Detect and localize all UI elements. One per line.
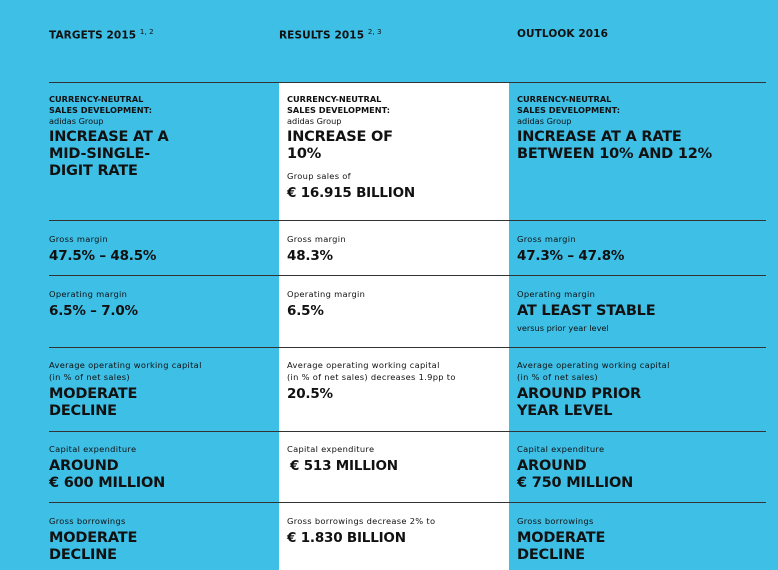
group-sales-value: € 16.915 BILLION — [287, 185, 416, 201]
gross-margin-label: Gross margin — [49, 234, 108, 244]
sales-subtitle: adidas Group — [517, 116, 572, 126]
working-capital-targets-value: MODERATE DECLINE — [49, 386, 138, 419]
capex-label: Capital expenditure — [49, 444, 137, 454]
sales-caption: SALES DEVELOPMENT: — [49, 105, 152, 115]
capex-targets-cell — [49, 443, 271, 492]
header-outlook-label: OUTLOOK 2016 — [517, 28, 608, 40]
group-sales-label: Group sales of — [287, 171, 351, 181]
sales-outlook-value: INCREASE AT A RATE BETWEEN 10% AND 12% — [517, 129, 712, 162]
working-capital-outlook-cell — [517, 359, 767, 420]
row-divider — [49, 220, 766, 221]
sales-results-cell — [287, 94, 502, 202]
capex-label: Capital expenditure — [287, 444, 375, 454]
row-divider — [49, 82, 766, 83]
borrowings-label: Gross borrowings — [49, 516, 126, 526]
sales-subtitle: adidas Group — [287, 116, 342, 126]
capex-targets-value: € 600 MILLION — [49, 475, 166, 491]
row-divider — [49, 502, 766, 503]
header-targets-footnote: 1, 2 — [139, 28, 154, 36]
borrowings-results-value: € 1.830 BILLION — [287, 530, 406, 546]
sales-targets-value: INCREASE AT A MID-SINGLE- DIGIT RATE — [49, 129, 169, 179]
capex-outlook-value: AROUND — [517, 458, 587, 474]
header-outlook — [517, 28, 608, 40]
gross-margin-results-value: 48.3% — [287, 248, 333, 264]
gross-margin-targets-value: 47.5% – 48.5% — [49, 248, 157, 264]
header-results — [279, 28, 382, 42]
gross-margin-targets-cell — [49, 233, 271, 265]
operating-margin-targets-value: 6.5% – 7.0% — [49, 303, 138, 319]
working-capital-label: Average operating working capital — [287, 360, 440, 370]
sales-targets-cell — [49, 94, 271, 180]
operating-margin-targets-cell — [49, 288, 271, 320]
gross-margin-label: Gross margin — [517, 234, 576, 244]
capex-results-value: € 513 MILLION — [290, 458, 398, 474]
operating-margin-outlook-cell — [517, 288, 767, 334]
gross-margin-outlook-value: 47.3% – 47.8% — [517, 248, 625, 264]
sales-caption: SALES DEVELOPMENT: — [287, 105, 390, 115]
capex-targets-value: AROUND — [49, 458, 119, 474]
row-divider — [49, 275, 766, 276]
borrowings-targets-value: MODERATE DECLINE — [49, 530, 138, 563]
gross-margin-label: Gross margin — [287, 234, 346, 244]
working-capital-results-cell — [287, 359, 502, 403]
gross-margin-outlook-cell — [517, 233, 767, 265]
gross-margin-results-cell — [287, 233, 502, 265]
borrowings-outlook-cell — [517, 515, 767, 564]
borrowings-results-cell — [287, 515, 502, 547]
sales-outlook-cell — [517, 94, 767, 163]
operating-margin-label: Operating margin — [287, 289, 366, 299]
operating-margin-results-value: 6.5% — [287, 303, 324, 319]
sales-caption: CURRENCY-NEUTRAL — [517, 94, 612, 104]
sales-caption: CURRENCY-NEUTRAL — [287, 94, 382, 104]
header-results-label: RESULTS 2015 — [279, 29, 365, 42]
sales-caption: CURRENCY-NEUTRAL — [49, 94, 144, 104]
working-capital-label: (in % of net sales) — [49, 372, 130, 382]
sales-subtitle: adidas Group — [49, 116, 104, 126]
header-targets-label: TARGETS 2015 — [49, 29, 137, 42]
borrowings-targets-cell — [49, 515, 271, 564]
sales-results-value: INCREASE OF 10% — [287, 129, 393, 162]
row-divider — [49, 431, 766, 432]
working-capital-label: Average operating working capital — [49, 360, 202, 370]
borrowings-results-label: Gross borrowings decrease 2% to — [287, 516, 436, 526]
capex-outlook-cell — [517, 443, 767, 492]
working-capital-outlook-value: AROUND PRIOR YEAR LEVEL — [517, 386, 641, 419]
operating-margin-results-cell — [287, 288, 502, 320]
operating-margin-outlook-value: AT LEAST STABLE — [517, 303, 656, 319]
operating-margin-label: Operating margin — [517, 289, 596, 299]
capex-label: Capital expenditure — [517, 444, 605, 454]
operating-margin-outlook-note: versus prior year level — [517, 323, 609, 333]
capex-results-cell — [287, 443, 502, 475]
working-capital-label: (in % of net sales) decreases 1.9pp to — [287, 372, 456, 382]
working-capital-targets-cell — [49, 359, 271, 420]
header-targets — [49, 28, 154, 42]
row-divider — [49, 347, 766, 348]
capex-outlook-value: € 750 MILLION — [517, 475, 634, 491]
working-capital-results-value: 20.5% — [287, 386, 333, 402]
sales-caption: SALES DEVELOPMENT: — [517, 105, 620, 115]
operating-margin-label: Operating margin — [49, 289, 128, 299]
header-results-footnote: 2, 3 — [367, 28, 382, 36]
borrowings-label: Gross borrowings — [517, 516, 594, 526]
borrowings-outlook-value: MODERATE DECLINE — [517, 530, 606, 563]
working-capital-label: (in % of net sales) — [517, 372, 598, 382]
working-capital-label: Average operating working capital — [517, 360, 670, 370]
